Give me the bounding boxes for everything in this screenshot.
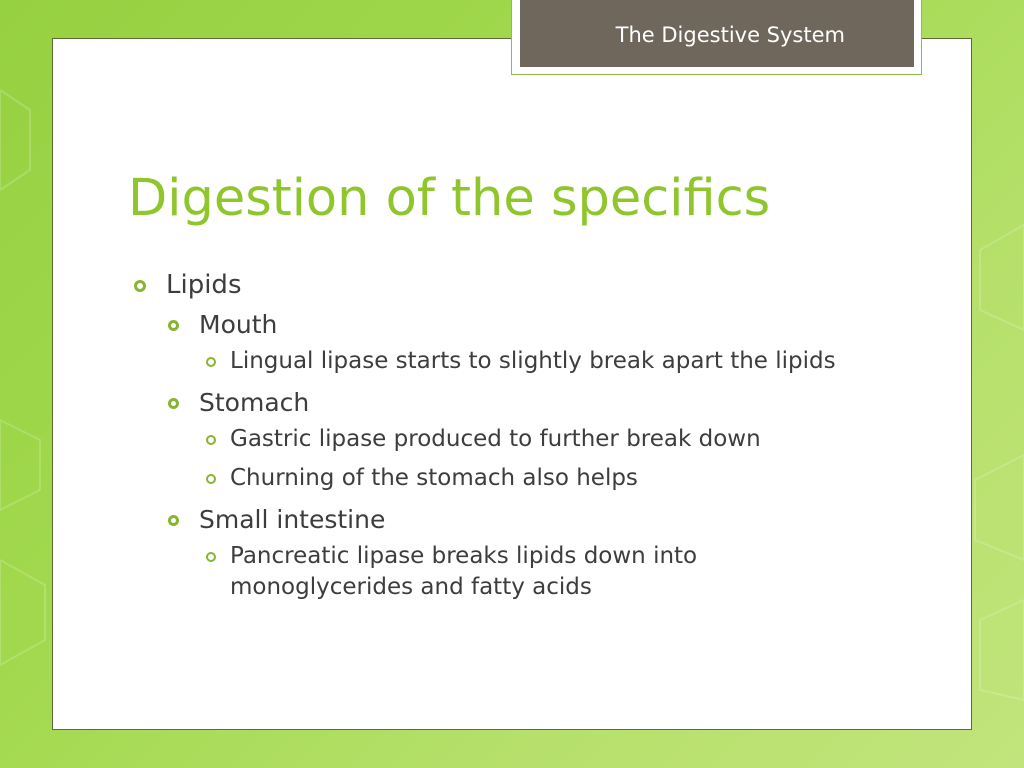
circle-bullet-icon	[206, 435, 216, 445]
bullet-text: Gastric lipase produced to further break down	[230, 426, 761, 452]
circle-bullet-icon	[168, 320, 179, 331]
bullet-item	[134, 541, 874, 603]
bullet-item	[134, 266, 874, 304]
bullet-text: Lipids	[166, 270, 242, 300]
circle-bullet-icon	[206, 552, 216, 562]
bullet-text: Mouth	[199, 310, 278, 339]
bullet-item	[134, 502, 874, 538]
slide-title: Digestion of the specifics	[128, 169, 771, 228]
bullet-text: Stomach	[199, 388, 310, 417]
bullet-item	[134, 346, 874, 377]
header-tab	[520, 0, 914, 67]
circle-bullet-icon	[206, 357, 216, 367]
bullet-item	[134, 463, 874, 494]
bullet-item	[134, 307, 874, 343]
circle-bullet-icon	[134, 280, 146, 292]
bullet-item	[134, 424, 874, 455]
header-tab-text: The Digestive System	[615, 23, 845, 47]
bullet-item	[134, 385, 874, 421]
bullet-text: Lingual lipase starts to slightly break apart the lipids	[230, 348, 836, 374]
bullet-text: Pancreatic lipase breaks lipids down into monoglycerides and fatty acids	[230, 543, 698, 600]
bullet-list	[134, 266, 874, 611]
circle-bullet-icon	[206, 474, 216, 484]
bullet-text: Churning of the stomach also helps	[230, 465, 638, 491]
bullet-text: Small intestine	[199, 505, 386, 534]
circle-bullet-icon	[168, 398, 179, 409]
circle-bullet-icon	[168, 515, 179, 526]
